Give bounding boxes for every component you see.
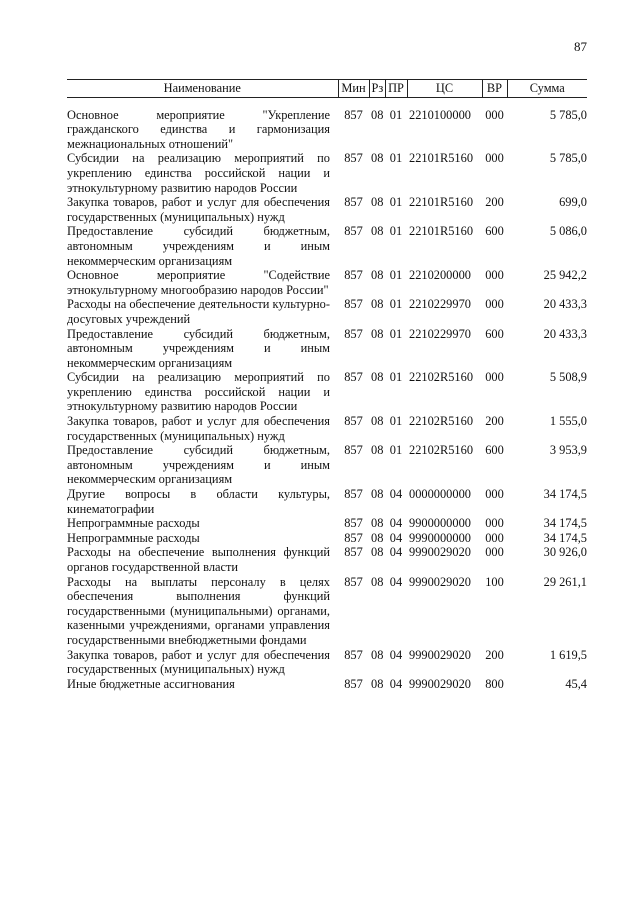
cell-pr: 01 — [389, 268, 403, 283]
cell-rz: 08 — [371, 545, 384, 560]
page-number: 87 — [574, 39, 587, 54]
cell-min: 857 — [344, 487, 363, 502]
cell-min: 857 — [344, 574, 363, 589]
cell-cs: 9990029020 — [409, 676, 471, 691]
cell-sum: 25 942,2 — [543, 268, 587, 283]
cell-min: 857 — [344, 195, 363, 210]
cell-vr: 000 — [485, 151, 504, 166]
header-sum: Сумма — [507, 80, 587, 98]
cell-min: 857 — [344, 224, 363, 239]
cell-vr: 100 — [485, 574, 504, 589]
cell-name: Расходы на обеспечение выполнения функций органов государственной власти — [67, 545, 330, 574]
cell-cs: 9990029020 — [409, 647, 471, 662]
cell-sum: 34 174,5 — [543, 487, 587, 502]
cell-rz: 08 — [371, 224, 384, 239]
cell-cs: 9990029020 — [409, 574, 471, 589]
cell-sum: 30 926,0 — [543, 545, 587, 560]
cell-vr: 000 — [485, 487, 504, 502]
cell-name: Расходы на выплаты персоналу в целях обеспечения выполнения функций государственными (муниципальными) органами, казенными учреждениями, органами управления государственными внебюджетными фондами — [67, 574, 330, 647]
table-row — [67, 677, 587, 692]
cell-rz: 08 — [371, 487, 384, 502]
cell-rz: 08 — [371, 676, 384, 691]
cell-cs: 22102R5160 — [409, 414, 474, 429]
cell-sum: 5 508,9 — [549, 370, 587, 385]
table-row — [67, 516, 587, 531]
cell-pr: 01 — [389, 107, 403, 122]
cell-min: 857 — [344, 676, 363, 691]
header-rz: Рз — [369, 80, 385, 98]
cell-cs: 22101R5160 — [409, 151, 474, 166]
cell-cs: 2210200000 — [409, 268, 471, 283]
cell-cs: 22101R5160 — [409, 224, 474, 239]
cell-name: Иные бюджетные ассигнования — [67, 676, 235, 691]
table-row — [67, 195, 587, 224]
table-row — [67, 97, 587, 151]
cell-vr: 600 — [485, 326, 504, 341]
cell-pr: 04 — [389, 530, 403, 545]
cell-pr: 01 — [389, 443, 403, 458]
cell-min: 857 — [344, 151, 363, 166]
table-body — [67, 97, 587, 691]
cell-cs: 9900000000 — [409, 516, 471, 531]
table-header-row — [67, 80, 587, 98]
cell-name: Расходы на обеспечение деятельности культурно-досуговых учреждений — [67, 297, 330, 326]
cell-min: 857 — [344, 516, 363, 531]
cell-sum: 1 619,5 — [549, 647, 587, 662]
cell-name: Предоставление субсидий бюджетным, автономным учреждениям и иным некоммерческим организациям — [67, 224, 330, 268]
cell-name: Другие вопросы в области культуры, кинематографии — [67, 487, 330, 516]
cell-rz: 08 — [371, 195, 384, 210]
budget-table — [67, 79, 587, 691]
cell-cs: 9990029020 — [409, 545, 471, 560]
header-name: Наименование — [67, 80, 338, 98]
cell-vr: 000 — [485, 516, 504, 531]
cell-cs: 2210229970 — [409, 326, 471, 341]
cell-sum: 1 555,0 — [549, 414, 587, 429]
cell-sum: 3 953,9 — [549, 443, 587, 458]
cell-pr: 04 — [389, 647, 403, 662]
table-row — [67, 531, 587, 546]
cell-name: Закупка товаров, работ и услуг для обеспечения государственных (муниципальных) нужд — [67, 195, 330, 224]
cell-name: Субсидии на реализацию мероприятий по укреплению единства российской нации и этнокультурному развитию народов России — [67, 370, 330, 414]
cell-vr: 600 — [485, 443, 504, 458]
table-row — [67, 327, 587, 371]
cell-vr: 200 — [485, 647, 504, 662]
cell-pr: 01 — [389, 326, 403, 341]
table-row — [67, 151, 587, 195]
cell-rz: 08 — [371, 443, 384, 458]
cell-pr: 01 — [389, 151, 403, 166]
cell-vr: 000 — [485, 370, 504, 385]
cell-cs: 22102R5160 — [409, 370, 474, 385]
cell-rz: 08 — [371, 107, 384, 122]
cell-vr: 600 — [485, 224, 504, 239]
cell-rz: 08 — [371, 516, 384, 531]
cell-sum: 20 433,3 — [543, 297, 587, 312]
cell-cs: 9990000000 — [409, 530, 471, 545]
cell-min: 857 — [344, 530, 363, 545]
cell-sum: 5 086,0 — [549, 224, 587, 239]
cell-rz: 08 — [371, 297, 384, 312]
cell-min: 857 — [344, 647, 363, 662]
cell-vr: 000 — [485, 268, 504, 283]
cell-pr: 01 — [389, 414, 403, 429]
table-row — [67, 370, 587, 414]
cell-rz: 08 — [371, 530, 384, 545]
cell-pr: 04 — [389, 676, 403, 691]
table-row — [67, 443, 587, 487]
table-row — [67, 268, 587, 297]
cell-vr: 200 — [485, 195, 504, 210]
table-row — [67, 487, 587, 516]
cell-cs: 22101R5160 — [409, 195, 474, 210]
cell-rz: 08 — [371, 326, 384, 341]
cell-name: Основное мероприятие "Содействие этнокультурному многообразию народов России" — [67, 268, 330, 297]
cell-min: 857 — [344, 107, 363, 122]
cell-sum: 34 174,5 — [543, 530, 587, 545]
header-cs: ЦС — [407, 80, 482, 98]
cell-rz: 08 — [371, 151, 384, 166]
table-row — [67, 648, 587, 677]
cell-rz: 08 — [371, 647, 384, 662]
table-row — [67, 414, 587, 443]
cell-min: 857 — [344, 326, 363, 341]
cell-pr: 04 — [389, 487, 403, 502]
cell-sum: 20 433,3 — [543, 326, 587, 341]
cell-pr: 01 — [389, 297, 403, 312]
cell-min: 857 — [344, 370, 363, 385]
cell-min: 857 — [344, 414, 363, 429]
cell-cs: 2210229970 — [409, 297, 471, 312]
cell-name: Предоставление субсидий бюджетным, автономным учреждениям и иным некоммерческим организациям — [67, 443, 330, 487]
cell-min: 857 — [344, 268, 363, 283]
cell-vr: 000 — [485, 530, 504, 545]
cell-sum: 5 785,0 — [549, 151, 587, 166]
cell-rz: 08 — [371, 268, 384, 283]
cell-cs: 0000000000 — [409, 487, 471, 502]
cell-name: Основное мероприятие "Укрепление гражданского единства и гармонизация межнациональных отношений" — [67, 107, 330, 151]
table-row — [67, 297, 587, 326]
cell-vr: 800 — [485, 676, 504, 691]
cell-name: Непрограммные расходы — [67, 530, 200, 545]
cell-pr: 04 — [389, 574, 403, 589]
cell-min: 857 — [344, 297, 363, 312]
cell-vr: 000 — [485, 107, 504, 122]
cell-rz: 08 — [371, 414, 384, 429]
header-min: Мин — [338, 80, 369, 98]
cell-cs: 2210100000 — [409, 107, 471, 122]
table-row — [67, 545, 587, 574]
cell-pr: 01 — [389, 224, 403, 239]
cell-min: 857 — [344, 545, 363, 560]
cell-vr: 200 — [485, 414, 504, 429]
cell-name: Предоставление субсидий бюджетным, автономным учреждениям и иным некоммерческим организациям — [67, 326, 330, 370]
cell-pr: 04 — [389, 516, 403, 531]
cell-rz: 08 — [371, 370, 384, 385]
cell-pr: 01 — [389, 370, 403, 385]
cell-sum: 29 261,1 — [543, 574, 587, 589]
cell-vr: 000 — [485, 545, 504, 560]
cell-sum: 34 174,5 — [543, 516, 587, 531]
cell-min: 857 — [344, 443, 363, 458]
header-pr: ПР — [385, 80, 407, 98]
cell-name: Субсидии на реализацию мероприятий по укреплению единства российской нации и этнокультурному развитию народов России — [67, 151, 330, 195]
cell-name: Закупка товаров, работ и услуг для обеспечения государственных (муниципальных) нужд — [67, 414, 330, 443]
cell-sum: 5 785,0 — [549, 107, 587, 122]
cell-sum: 699,0 — [559, 195, 587, 210]
table-row — [67, 575, 587, 648]
cell-sum: 45,4 — [565, 676, 587, 691]
cell-pr: 04 — [389, 545, 403, 560]
cell-pr: 01 — [389, 195, 403, 210]
cell-cs: 22102R5160 — [409, 443, 474, 458]
cell-vr: 000 — [485, 297, 504, 312]
cell-rz: 08 — [371, 574, 384, 589]
cell-name: Закупка товаров, работ и услуг для обеспечения государственных (муниципальных) нужд — [67, 647, 330, 677]
cell-name: Непрограммные расходы — [67, 516, 200, 531]
table-row — [67, 224, 587, 268]
header-vr: ВР — [482, 80, 507, 98]
